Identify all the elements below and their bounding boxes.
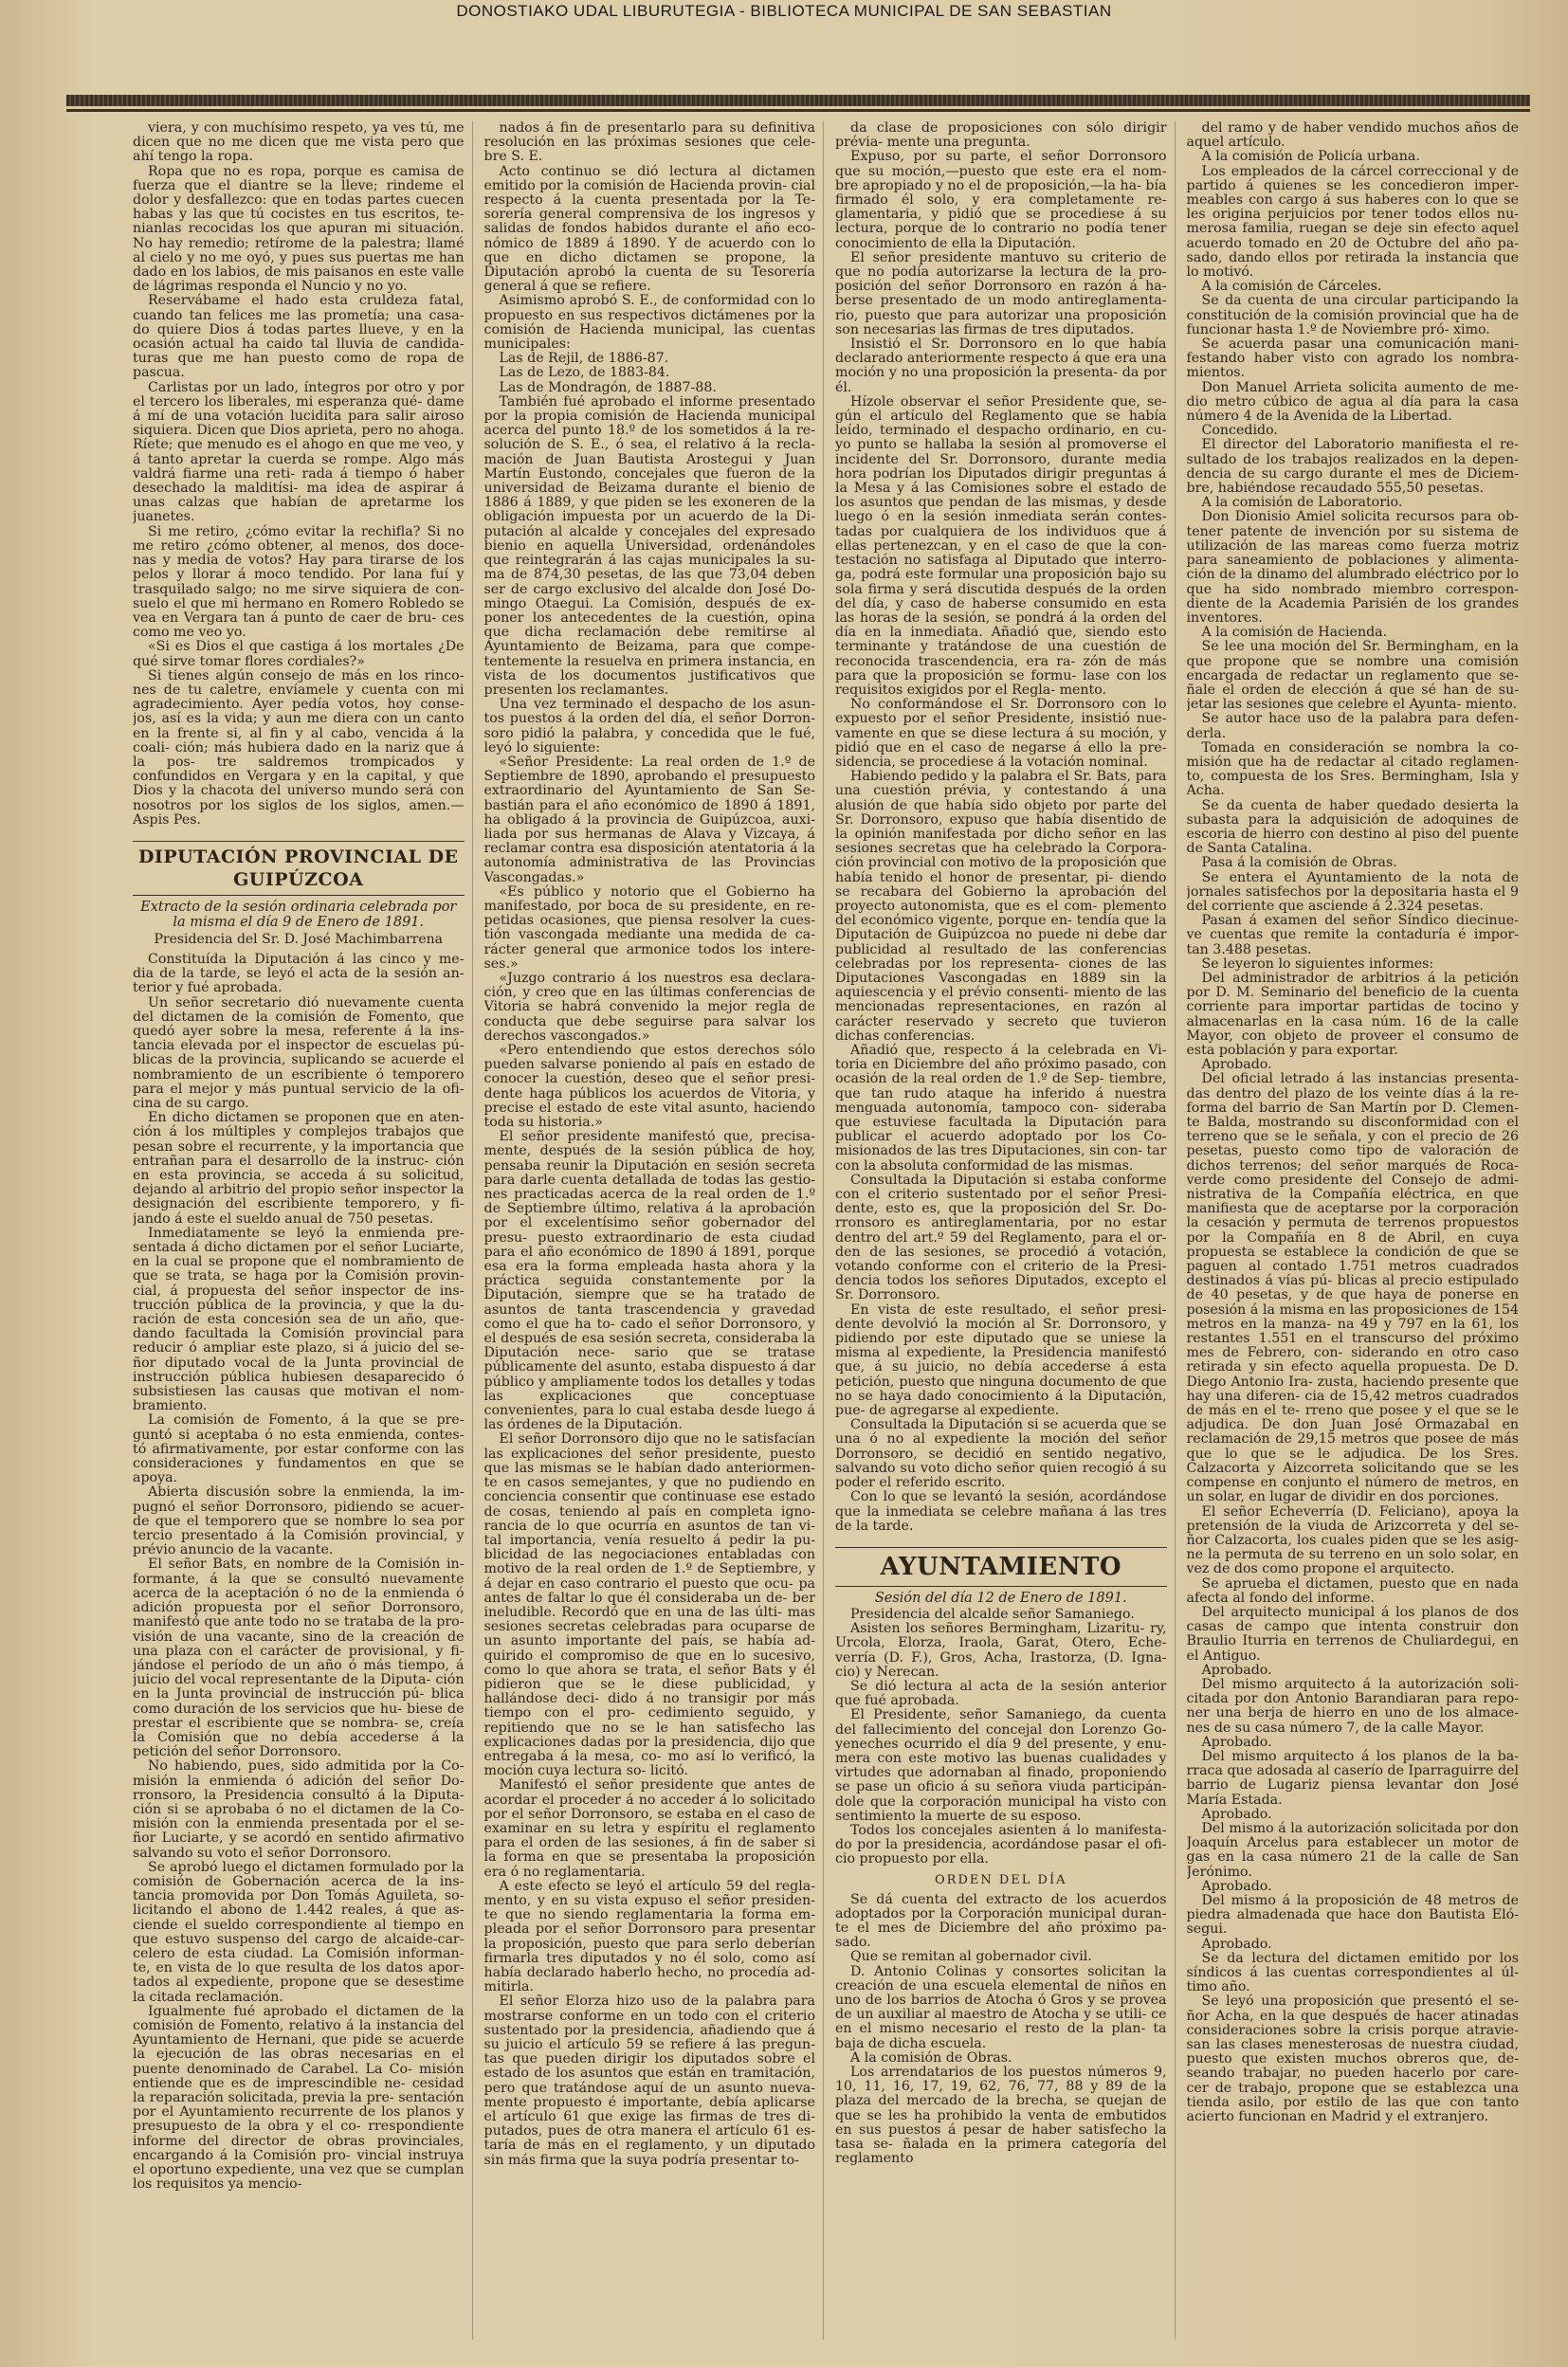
paragraph: Aprobado. (1201, 1878, 1272, 1894)
paragraph: Insistió el Sr. Dorronsoro en lo que había declarado anteriormente respecto á que era una moción y no una proposición la presenta- da por él. (835, 337, 1167, 395)
paragraph: Del oficial letrado á las instancias presenta- das dentro del plazo de los veinte días á la re- forma del barrio de San Martín por D. Clemen- te Balda, mostrando su disconformidad con el terreno que se le señala, y con el precio de 26 pesetas, puesto como tipo de valoración de dichos terrenos; del señor marqués de Roca- verde como presidente del Consejo de admi- nistrativa de la Compañía eléctrica, en que manifiesta que de aceptarse por la corporación la cesación y permuta de terrenos propuestos por la Compañía en 8 de Abril, en cuya propuesta se establece la condición de que se paguen al contado 1.751 metros cuadrados destinados á vías pú- blicas al precio estipulado de 40 pesetas, y de que haya de ponerse en posesión á la misma en las proposiciones de 154 metros en la manza- na 49 y 797 en la 61, los restantes 1.551 en el transcurso del próximo mes de Febrero, con- siderando en otro caso retirada y sin efecto aquella propuesta. De D. Diego Antonio Ira- zusta, haciendo presente que hay una diferen- cia de 15,42 metros cuadrados de más en el te- rreno que posee y el que se le adjudica. De don Juan José Ormazabal en reclamación de 29,15 metros que posee de más que lo que se le adjudica. De los Sres. Calzacorta y Aizcorreta solicitando que se les compense en conjunto el número de metros, en un solar, en lugar de dividir en dos porciones. (1186, 1071, 1519, 1505)
paragraph: Consultada la Diputación si estaba conforme con el criterio sustentado por el señor Presi- dente, esto es, que la proposición del Sr. Do- rronsoro es antireglamentaria, por no estar dentro del art.º 59 del Reglamento, para el or- den de las sesiones, se procedió á votación, votando conforme con el criterio de la Presi- dencia todos los señores Diputados, excepto el Sr. Dorronsoro. (835, 1172, 1167, 1303)
paragraph: A la comisión de Laboratorio. (1201, 495, 1403, 511)
paragraph: Aprobado. (1201, 1936, 1272, 1952)
paragraph: viera, y con muchísimo respeto, ya ves tú, me dicen que no me dicen que me vista pero que ahí tengo la ropa. (133, 121, 465, 165)
paragraph: Las de Lezo, de 1883-84. (499, 365, 670, 381)
masthead-rule-thin (66, 109, 1530, 112)
paragraph: Añadió que, respecto á la celebrada en Vi- toria en Diciembre del año próximo pasado, con ocasión de la real orden de 1.º de Sep- tiembre, que tan rudo ataque ha inferido á nuestra menguada autonomía, tampoco con- sideraba que estuviese facultada la Diputación para publicar el acuerdo adoptado por los Co- misionados de las tres Diputaciones, sin con- tar con la absoluta conformidad de las mismas. (835, 1043, 1167, 1174)
paragraph: También fué aprobado el informe presentado por la propia comisión de Hacienda municipal acerca del punto 18.º de los sometidos á la re- solución de S. E., ó sea, el relativo á la recla- mación de Juan Bautista Arostegui y Juan Martín Eustondo, concejales que fueron de la universidad de Beizama durante el bienio de 1886 á 1889, y que piden se les exoneren de la obligación impuesta por un acuerdo de la Di- putación al alcalde y concejales del expresado bienio en aquella Universidad, ordenándoles que reintegrarán á las cajas municipales la su- ma de 874,30 pesetas, de las que 73,04 deben ser de cargo exclusivo del alcalde don José Do- mingo Otaegui. La Comisión, después de ex- poner los antecedentes de la cuestión, opina que dicha reclamación debe remitirse al Ayuntamiento de Beizama, para que compe- tentemente la resuelva en primera instancia, en vista de los documentos justificativos que presenten los reclamantes. (483, 393, 815, 698)
paragraph: Inmediatamente se leyó la enmienda pre- sentada á dicho dictamen por el señor Luciarte, en la cual se propone que el nombramiento de que se trata, se haga por la Comisión provin- cial, á propuesta del señor inspector de ins- trucción pública de la provincia, y que la du- ración de esta concesión sea de un año, que- dando facultada la Comisión provincial para reducir ó ampliar este plazo, si á juicio del se- ñor diputado vocal de la Junta provincial de instrucción pública hubiesen desaparecido ó subsistiesen las causas que motivan el nom- bramiento. (133, 1225, 465, 1414)
paragraph: Aprobado. (1201, 1806, 1272, 1822)
paragraph: Se dá cuenta del extracto de los acuerdos adoptados por la Corporación municipal duran- te el mes de Diciembre del año próximo pa- sado. (835, 1891, 1167, 1951)
paragraph: Tomada en consideración se nombra la co- misión que ha de redactar al citado reglamen- to, compuesta de los Sres. Bermingham, Isla y Acha. (1186, 739, 1519, 799)
paragraph: Si me retiro, ¿cómo evitar la rechifla? Si no me retiro ¿cómo obtener, al menos, dos doce- nas y media de votos? Hay para tirarse de los pelos y llorar á moco tendido. Por lana fuí y trasquilado salgo; no me sirve siquiera de con- suelo el que mi hermano en Romero Robledo se vea en Vergara tan á punto de caer de bru- ces como me veo yo. (133, 523, 465, 641)
paragraph: Igualmente fué aprobado el dictamen de la comisión de Fomento, relativo á la instancia del Ayuntamiento de Hernani, que pide se acuerde la ejecución de las obras necesarias en el puente denominado de Carabel. La Co- misión entiende que es de imprescindible ne- cesidad la reparación solicitada, previa la pre- sentación por el Ayuntamiento recurrente de los planos y presupuesto de la obra y el co- rrespondiente informe del director de obras provinciales, encargando á la Comisión pro- vincial instruya el oportuno expediente, una vez que se cumplan los requisitos ya mencio- (133, 2003, 465, 2193)
paragraph: Se leyó una proposición que presentó el se- ñor Acha, en la que después de hacer atinadas consideraciones sobre la crisis porque atravie- san las clases menesterosas de nuestra ciudad, puesto que existen muchos obreros que, de- seando trabajar, no pueden hacerlo por care- cer de trabajo, propone que se establezca una tienda asilo, por estilo de las que con tanto acierto funcionan en Madrid y el extranjero. (1186, 1994, 1519, 2125)
paragraph: Abierta discusión sobre la enmienda, la im- pugnó el señor Dorronsoro, pidiendo se acuer- de que el temporero que se nombre lo sea por tercio presentado á la Comisión provincial, y prévio anuncio de la vacante. (133, 1484, 465, 1558)
paragraph: El señor presidente mantuvo su criterio de que no podía autorizarse la lectura de la pro- posición del señor Dorronsoro en razón á ha- berse presentado de un modo antireglamenta- rio, puesto que para autorizar una proposición son necesarias las firmas de tres diputados. (835, 249, 1167, 337)
paragraph: No conformándose el Sr. Dorronsoro con lo expuesto por el señor Presidente, insistió nue- vamente en que se diese lectura á su moción, y pidió que en el caso de negarse á ello la pre- sidencia, se procediese á la votación nominal. (835, 697, 1167, 770)
paragraph: Se aprobó luego el dictamen formulado por la comisión de Gobernación acerca de la ins- tancia promovida por Don Tomás Aguileta, so- licitando el abono de 1.442 reales, á que as- ciende el sueldo correspondiente al tiempo en que estuvo suspenso del cargo de alcaide-car- celero de esta ciudad. La Comisión informan- te, en vista de lo que resulta de los datos apor- tados al expediente, propone que se desestime la citada reclamación. (133, 1859, 465, 2005)
library-header: DONOSTIAKO UDAL LIBURUTEGIA - BIBLIOTECA MUNICIPAL DE SAN SEBASTIAN (456, 2, 1112, 20)
paragraph: Pasa á la comisión de Obras. (1201, 855, 1397, 871)
paragraph: «Pero entendiendo que estos derechos sólo pueden salvarse poniendo al país en estado de conocer la cuestión, deseo que el señor presi- dente haga públicos los acuerdos de Vitoria, y precise el estado de este vital asunto, haciendo toda su historia.» (483, 1043, 815, 1131)
paragraph: Un señor secretario dió nuevamente cuenta del dictamen de la comisión de Fomento, que quedó ayer sobre la mesa, referente á la ins- tancia elevada por el inspector de escuelas pú- blicas de la provincia, suplicando se acuerde el nombramiento de un escribiente ó temporero para el mejor y más puntual servicio de la ofi- cina de su cargo. (133, 994, 465, 1111)
paragraph: Si tienes algún consejo de más en los rinco- nes de tu caletre, envíamele y cuenta con mi agradecimiento. Ayer pedía votos, hoy conse- jos, así es la vida; y aun me diera con un canto en la frente si, al fin y al cabo, vencida á la coali- ción; más hubiera dado en la nariz que á la pos- tre saldremos trompicados y confundidos en Vergara y en la capital, y que Dios y la chacota del universo mundo será con nosotros por los siglos de los siglos, amen.—Aspis Pes. (133, 667, 465, 828)
paragraph: A este efecto se leyó el artículo 59 del regla- mento, y en su vista expuso el señor presiden- te que no siendo reglamentaria la forma em- pleada por el señor Dorronsoro para presentar la proposición, puesto que para serlo deberían firmarla tres diputados y no él solo, como así había declarado haberlo hecho, no procedía ad- mitirla. (483, 1878, 815, 1995)
paragraph: No habiendo, pues, sido admitida por la Co- misión la enmienda ó adición del señor Do- rronsoro, la Presidencia consultó á la Diputa- ción si se aprobaba ó no el dictamen de la Co- misión con la enmienda presentada por el se- ñor Luciarte, y se acordó en sentido afirmativo salvando su voto el señor Dorronsoro. (133, 1758, 465, 1861)
paragraph: Habiendo pedido y la palabra el Sr. Bats, para una cuestión prévia, y contestando á una alusión de que había sido objeto por parte del Sr. Dorronsoro, expuso que había disentido de la opinión manifestada por dicho señor en las sesiones secretas que ha celebrado la Corpora- ción provincial con motivo de la proposición que había tenido el honor de presentar, pi- diendo se recabara del Gobierno la aprobación del proyecto autonomista, que es el com- plemento del económico vigente, porque en- tendía que la Diputación de Guipúzcoa no puede ni debe dar publicidad al resultado de las conferencias celebradas por los representa- ciones de las Diputaciones Vascongadas en 1889 sin la aquiescencia y el prévio consenti- miento de las mencionadas representaciones, en razón al carácter reservado y secreto que tuvieron dichas conferencias. (835, 769, 1167, 1044)
paragraph: A la comisión de Obras. (850, 2049, 1012, 2066)
paragraph: Del mismo arquitecto á los planos de la ba- rraca que adosada al caserío de Iparraguirre del barrio de Lugariz piensa levantar don José María Estada. (1186, 1748, 1519, 1808)
paragraph: Del arquitecto municipal á los planos de dos casas de campo que intenta construir don Braulio Iturria en terrenos de Chuliardegui, en el Antiguo. (1186, 1604, 1519, 1664)
section-presidency: Presidencia del Sr. D. José Machimbarrena (154, 931, 443, 947)
paragraph: Se da lectura del dictamen emitido por los síndicos á las cuentas correspondientes al úl- timo año. (1186, 1950, 1519, 1995)
paragraph: Se da cuenta de una circular participando la constitución de la comisión provincial que ha de funcionar hasta 1.º de Noviembre pró- ximo. (1186, 293, 1519, 337)
paragraph: «Señor Presidente: La real orden de 1.º de Septiembre de 1890, aprobando el presupuesto extraordinario del Ayuntamiento de San Se- bastián para el año económico de 1890 á 1891, ha obligado á la provincia de Guipúzcoa, auxi- liada por sus hermanas de Alava y Vizcaya, á reclamar contra esa disposición atentatoria á la autonomía administrativa de las Provincias Vascongadas.» (483, 754, 815, 885)
paragraph: Del mismo arquitecto á la autorización soli- citada por don Antonio Barandiaran para repo- ner una berja de hierro en uno de los almace- nes de su casa número 7, de la calle Mayor. (1186, 1676, 1519, 1736)
paragraph: El señor Elorza hizo uso de la palabra para mostrarse conforme en un todo con el criterio sustentado por la presidencia, añadiendo que á su juicio el artículo 59 se refiere á las pregun- tas que pueden dirigir los diputados sobre el estado de los asuntos que están en tramitación, pero que tratándose aquí de un asunto nueva- mente propuesto é importante, debía aplicarse el artículo 61 que exige las firmas de tres di- putados, pues de otra manera el artículo 61 es- taría de más en el reglamento, y un diputado sin más firma que la suya podría presentar to- (483, 1994, 815, 2168)
paragraph: del ramo y de haber vendido muchos años de aquel artículo. (1186, 121, 1519, 151)
paragraph: Del administrador de arbitrios á la petición por D. M. Seminario del beneficio de la cuenta corriente para importar partidas de tocino y almacenarlas en la casa núm. 16 de la calle Mayor, con objeto de proveer el consumo de esta población y para exportar. (1186, 970, 1519, 1058)
paragraph: Una vez terminado el despacho de los asun- tos puestos á la orden del día, el señor Dorron- soro pidió la palabra, y concedida que le fué, leyó lo siguiente: (483, 697, 815, 756)
paragraph: da clase de proposiciones con sólo dirigir prévia- mente una pregunta. (835, 121, 1167, 151)
paragraph: Se entera el Ayuntamiento de la nota de jornales satisfechos por la depositaria hasta el 9 del corriente que asciende á 2.324 pesetas. (1186, 869, 1519, 914)
paragraph: Todos los concejales asienten á lo manifesta- do por la presidencia, acordándose pasar el ofi- cio propuesto por ella. (835, 1822, 1167, 1867)
paragraph: Consultada la Diputación si se acuerda que se una ó no al expediente la moción del señor Dorronsoro, se decidió en sentido negativo, salvando su voto dicho señor quien recogió á su poder el referido escrito. (835, 1417, 1167, 1491)
section-subtitle: Sesión del día 12 de Enero de 1891. (874, 1590, 1127, 1606)
masthead-rule (66, 95, 1530, 106)
paragraph: Concedido. (1201, 423, 1278, 439)
paragraph: Carlistas por un lado, íntegros por otro y por el tercero los liberales, mi esperanza qué- dame á mí de una votación lucidita para salir airoso siquiera. Dicen que Dios aprieta, pero no ahoga. Ríete; que menudo es el ahogo en que me veo, y á tanto apretar la cuerda se rompe. Algo más valdrá fiarme una reti- rada á tiempo ó haber desechado la malditísi- ma idea de aspirar á unas calzas que habían de apretarme los juanetes. (133, 379, 465, 525)
column-1 (133, 121, 473, 2340)
paragraph: A la comisión de Cárceles. (1201, 279, 1382, 295)
paragraph: El Presidente, señor Samaniego, da cuenta del fallecimiento del concejal don Lorenzo Go- yeneches ocurrido el día 9 del presente, y enu- mera con este motivo las buenas cualidades y virtudes que adornaban al finado, proponiendo se pase un oficio á su señora viuda participán- dole que la corporación municipal ha visto con sentimiento la muerte de su esposo. (835, 1707, 1167, 1824)
paragraph: El señor Bats, en nombre de la Comisión in- formante, á la que se consultó nuevamente acerca de la aceptación ó no de la enmienda ó adición propuesta por el señor Dorronsoro, manifestó que ante todo no se trataba de la pro- visión de una vacante, sino de la creación de una plaza con el carácter de provisional, y fi- jándose el período de un año ó más tiempo, á juicio del vocal representante de la Diputa- ción en la Junta provincial de instrucción pú- blica como duración de los servicios que hu- biese de prestar el escribiente que se nombra- se, creía la Comisión que no debía accederse á la petición del señor Dorronsoro. (133, 1557, 465, 1760)
paragraph: Aprobado. (1201, 1662, 1272, 1678)
paragraph: Constituída la Diputación á las cinco y me- dia de la tarde, se leyó el acta de la sesión an- terior y fué aprobada. (133, 951, 465, 996)
paragraph: Los empleados de la cárcel correccional y de partido á quienes se les concedieron imper- meables con cargo á sus haberes con lo que se les origina perjuicios por tener todos ellos nu- merosa familia, ruegan se deje sin efecto aquel acuerdo tomado en 20 de Octubre del año pa- sado, dando ellos por retirada la instancia que lo motivó. (1186, 163, 1519, 281)
paragraph: Asisten los señores Bermingham, Lizaritu- ry, Urcola, Elorza, Iraola, Garat, Otero, Eche- verría (D. F.), Gros, Acha, Irastorza, (D. Igna- cio) y Nerecan. (835, 1621, 1167, 1680)
paragraph: El director del Laboratorio manifiesta el re- sultado de los trabajos realizados en la depen- dencia de su cargo durante el mes de Diciem- bre, habiéndose recaudado 555,50 pesetas. (1186, 437, 1519, 497)
paragraph: Del mismo á la proposición de 48 metros de piedra almadenada que hace don Bautista Eló- segui. (1186, 1892, 1519, 1938)
paragraph: Ropa que no es ropa, porque es camisa de fuerza que el diantre se la lleve; rindeme el dolor y desfallezco: que en todas partes cuecen habas y las que tú cocistes en tus escritos, te- nianlas recocidas los que apuran mi situación. No hay remedio; retírome de la palestra; llamé al cielo y no me oyó, y pues sus puertas me han dado en los labios, de mis paisanos en este valle de lágrimas responda el Nuncio y no yo. (133, 163, 465, 295)
paragraph: Las de Mondragón, de 1887-88. (499, 379, 717, 395)
paragraph: En dicho dictamen se proponen que en aten- ción á los múltiples y complejos trabajos que pesan sobre el recurrente, y la importancia que entrañan para el desarrollo de la instruc- ción en esta provincia, se acceda á su solicitud, dejando al arbitrio del propio señor inspector la designación del escribiente temporero, y fi- jando á este el sueldo anual de 750 pesetas. (133, 1110, 465, 1227)
paragraph: El señor Dorronsoro dijo que no le satisfacían las explicaciones del señor presidente, puesto que las mismas se le habían dado anteriormen- te en casos semejantes, y que no pudiendo en conciencia consentir que continuase ese estado de cosas, teniendo al país en completa igno- rancia de lo que ocurría en asuntos de tan vi- tal importancia, venía resuelto á pedir la pu- blicidad de las negociaciones entabladas con motivo de la real orden de 1.º de Septiembre, y á dejar en caso contrario el puesto que ocu- pa antes de faltar lo que él consideraba un de- ber ineludible. Recordó que en una de las últi- mas sesiones secretas celebradas para ocuparse de un asunto importante del país, se había ad- quirido el compromiso de que en lo sucesivo, como lo que ahora se trata, el señor Bats y él pidieron que se le diese publicidad, y hallándose deci- dido á no transigir por más tiempo con el pro- cedimiento seguido, y repitiendo que no se le han satisfecho las explicaciones dadas por la presidencia, dijo que entregaba á la mesa, co- mo así lo verificó, la moción cuya lectura so- licitó. (483, 1431, 815, 1779)
paragraph: El señor Echeverría (D. Feliciano), apoya la pretensión de la viuda de Arizcorreta y del se- ñor Calzacorta, los cuales piden que se les asig- ne la permuta de su terreno en un solo solar, en vez de dos como propone el arquitecto. (1186, 1503, 1519, 1577)
paragraph: Expuso, por su parte, el señor Dorronsoro que su moción,—puesto que este era el nom- bre apropiado y no el de proposición,—la ha- bía firmado él solo, y era completamente re- glamentaria, y pidió que se procediese á su lectura, porque de lo contrario no podía tener conocimiento de ella la Diputación. (835, 149, 1167, 251)
paragraph: Reservábame el hado esta cruldeza fatal, cuando tan felices me las prometía; una casa- do quiere Dios á todas partes llueve, y en la ocasión actual ha caido tal lluvia de candida- turas que me han puesto como de ropa de pascua. (133, 293, 465, 381)
article-columns (133, 121, 1526, 2340)
paragraph: El señor presidente manifestó que, precisa- mente, después de la sesión pública de hoy, pensaba reunir la Diputación en sesión secreta para darle cuenta detallada de todas las gestio- nes practicadas acerca de la real orden de 1.º de Septiembre último, relativa á la aprobación por el excelentísimo señor gobernador del presu- puesto extraordinario de esta ciudad para el año económico de 1890 á 1891, porque esa era la forma empleada hasta ahora y la práctica seguida constantemente por la Diputación, siempre que se ha tratado de asuntos de tanta trascendencia y gravedad como el que ha to- cado el señor Dorronsoro, y el después de esa sesión secreta, consideraba la Diputación nece- sario que se tratase públicamente del asunto, estaba dispuesto á dar público y ampliamente todos los detalles y todas las explicaciones que conceptuase convenientes, para lo cual estaba desde luego á las órdenes de la Diputación. (483, 1129, 815, 1433)
paragraph: Se da cuenta de haber quedado desierta la subasta para la adquisición de adoquines de escoria de hierro con destino al piso del puente de Santa Catalina. (1186, 797, 1519, 857)
paragraph: «Es público y notorio que el Gobierno ha manifestado, por boca de su presidente, en re- petidas ocasiones, que piensa resolver la cues- tión vascongada mediante una medida de ca- rácter general que armonice todos los intere- ses.» (483, 883, 815, 972)
masthead (28, 19, 1540, 114)
paragraph: «Juzgo contrario á los nuestros esa declara- ción, y creo que en las últimas conferencias de Vitoria se habrá convenido la mejor regla de conducta que debe seguirse para salvar los derechos vascongados.» (483, 970, 815, 1044)
paragraph: A la comisión de Hacienda. (1201, 625, 1388, 641)
order-of-day-heading: ORDEN DEL DÍA (935, 1872, 1067, 1887)
paragraph: Se acuerda pasar una comunicación mani- festando haber visto con agrado los nombra- mientos. (1186, 337, 1519, 381)
section-subtitle: Extracto de la sesión ordinaria celebrada por la misma el día 9 de Enero de 1891. (140, 899, 457, 930)
paragraph: Acto continuo se dió lectura al dictamen emitido por la comisión de Hacienda provin- cial respecto á la cuenta presentada por la Te- sorería general comprensiva de los ingresos y salidas de fondos habidos durante el año eco- nómico de 1889 á 1890. Y de acuerdo con lo que en dicho dictamen se propone, la Diputación aprobó la cuenta de su Tesorería general á que se refiere. (483, 163, 815, 295)
paragraph: En vista de este resultado, el señor presi- dente devolvió la moción al Sr. Dorronsoro, y pidiendo por este diputado que se uniese la misma al expediente, la Presidencia manifestó que, á su juicio, no debía accederse á esta petición, puesto que ninguna documento de que no se haya dado conocimiento á la Diputación, pue- de agregarse al expediente. (835, 1302, 1167, 1419)
paragraph: «Si es Dios el que castiga á los mortales ¿De qué sirve tomar flores cordiales?» (133, 639, 465, 669)
paragraph: Aprobado. (1201, 1057, 1272, 1073)
paragraph: Don Manuel Arrieta solicita aumento de me- dio metro cúbico de agua al día para la casa número 4 de la Avenida de la Libertad. (1186, 379, 1519, 425)
paragraph: Se leyeron lo siguientes informes: (1201, 956, 1434, 972)
paragraph: Las de Rejil, de 1886-87. (499, 351, 669, 367)
column-4 (1187, 121, 1527, 2340)
paragraph: Los arrendatarios de los puestos números 9, 10, 11, 16, 17, 19, 62, 76, 77, 88 y 89 de la plaza del mercado de la brecha, se quejan de que se les ha prohibido la venta de embutidos en sus puestos á pesar de haber satisfecho la tasa se- ñalada en la primera categoría del reglamento (835, 2065, 1167, 2167)
paragraph: Se lee una moción del Sr. Bermingham, en la que propone que se nombre una comisión encargada de redactar un reglamento que se- ñale el orden de elección á que sé han de su- jetar las sesiones que celebre el Ayunta- miento. (1186, 639, 1519, 713)
paragraph: Presidencia del alcalde señor Samaniego. (850, 1606, 1135, 1622)
paragraph: A la comisión de Policía urbana. (1201, 149, 1420, 165)
paragraph: Don Dionisio Amiel solicita recursos para ob- tener patente de invención por su sistema de utilización de las mareas como fuerza motriz para saneamiento de poblaciones y alimenta- ción de la dinamo del alumbrado eléctrico por lo que ha sido nombrado miembro correspon- diente de la Academia Parisién de los grandes inventores. (1186, 509, 1519, 626)
paragraph: La comisión de Fomento, á la que se pre- guntó si aceptaba ó no esta enmienda, contes- tó afirmativamente, por estar conforme con las consideraciones y fundamentos en que se apoya. (133, 1412, 465, 1486)
paragraph: Hízole observar el señor Presidente que, se- gún el artículo del Reglamento que se había leído, terminado el despacho ordinario, en cu- yo punto se hallaba la sesión al promoverse el incidente del Sr. Dorronsoro, durante media hora podrían los Diputados dirigir preguntas á la Mesa y á las Comisiones sobre el estado de los asuntos que pendan de las mismas, y desde luego ó en la sesión inmediata serán contes- tadas por cualquiera de los individuos que á ellas pertenezcan, y en el caso de que la con- testación no satisfaga al Diputado que interro- ga, podrá este formular una proposición bajo su sola firma y será discutida después de la orden del día, y caso de haberse consumido en esta las horas de la sesión, se pondrá á la orden del día en la inmediata. Añadió que, siendo esto terminante y tratándose de una cuestión de reconocida trascendencia, era ra- zón de más para que la proposición se formu- lase con los requisitos exigidos por el Regla- mento. (835, 393, 1167, 698)
paragraph: Se autor hace uso de la palabra para defen- derla. (1186, 711, 1519, 741)
section-heading: AYUNTAMIENTO (835, 1547, 1167, 1587)
paragraph: Con lo que se levantó la sesión, acordándose que la inmediata se celebre mañana á las tres de la tarde. (835, 1489, 1167, 1534)
column-2 (484, 121, 825, 2340)
paragraph: Que se remitan al gobernador civil. (850, 1949, 1092, 1965)
paragraph: Se aprueba el dictamen, puesto que en nada afecta al fondo del informe. (1186, 1575, 1519, 1606)
paragraph: Del mismo á la autorización solicitada por don Joaquín Arcelus para establecer un motor de gas en la casa número 21 de la calle de San Jerónimo. (1186, 1820, 1519, 1880)
paragraph: Manifestó el señor presidente que antes de acordar el proceder á no acceder á lo solicitado por el señor Dorronsoro, se estaba en el caso de examinar en su letra y espíritu el reglamento para el orden de las sesiones, á fin de saber si la forma en que se presentaba la proposición era ó no reglamentaria. (483, 1777, 815, 1880)
paragraph: D. Antonio Colinas y consortes solicitan la creación de una escuela elemental de niños en uno de los barrios de Atocha ó Gros y se provea de un auxiliar al maestro de Atocha y se utili- ce en el mismo necesario el resto de la plan- ta baja de dicha escuela. (835, 1963, 1167, 2051)
paragraph: Se dió lectura al acta de la sesión anterior que fué aprobada. (835, 1678, 1167, 1709)
paragraph: Asimismo aprobó S. E., de conformidad con lo propuesto en sus respectivos dictámenes por la comisión de Hacienda municipal, las cuentas municipales: (483, 293, 815, 353)
paragraph: nados á fin de presentarlo para su definitiva resolución en las próximas sesiones que cele- bre S. E. (483, 121, 815, 165)
section-heading: DIPUTACIÓN PROVINCIAL DE GUIPÚZCOA (133, 841, 465, 896)
paragraph: Pasan á examen del señor Síndico diecinue- ve cuentas que remite la contaduría é impor- tan 3.488 pesetas. (1186, 913, 1519, 957)
paragraph: Aprobado. (1201, 1734, 1272, 1750)
column-3 (835, 121, 1176, 2340)
